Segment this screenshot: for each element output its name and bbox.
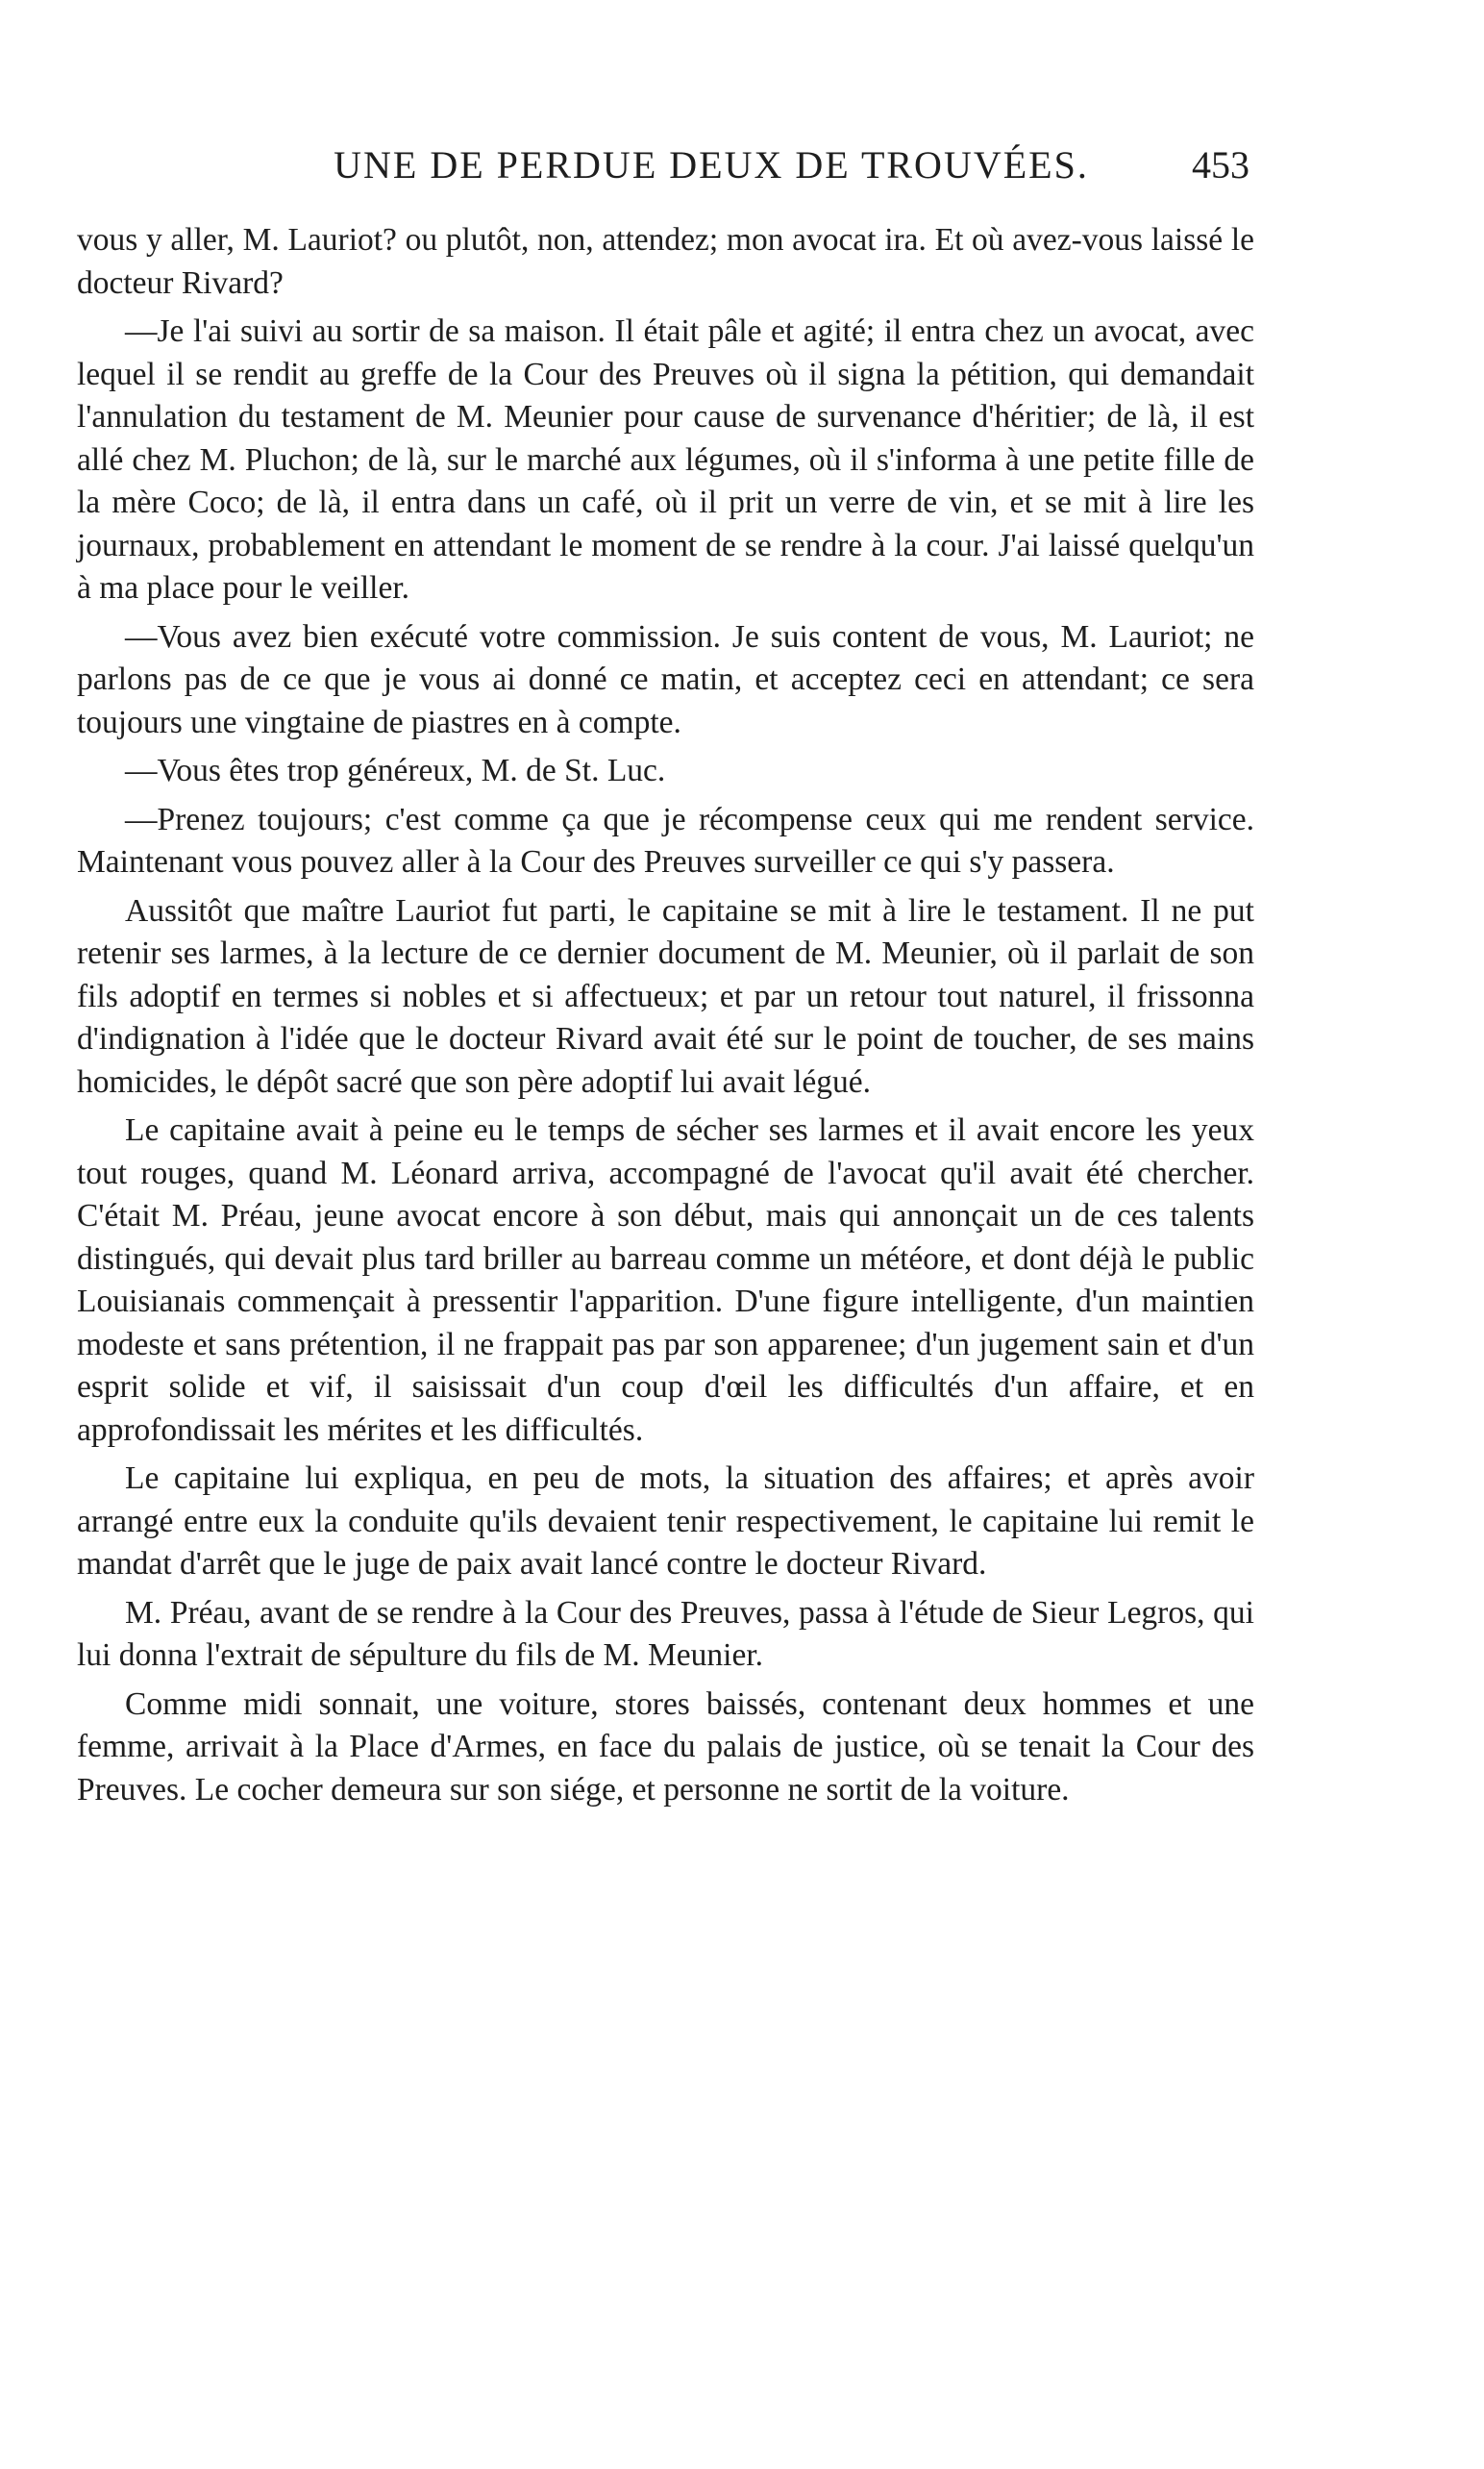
paragraph: —Je l'ai suivi au sortir de sa maison. Il était pâle et agité; il entra chez un avocat, avec lequel il se rendit au greffe de la Cour des Preuves où il signa la pétition, qui demandait l'annulation du testament de M. Meunier pour cause de survenance d'héritier; de là, il est allé chez M. Pluchon; de là, sur le marché aux légumes, où il s'informa à une petite fille de la mère Coco; de là, il entra dans un café, où il prit un verre de vin, et se mit à lire les journaux, probablement en attendant le moment de se rendre à la cour. J'ai laissé quelqu'un à ma place pour le veiller. [77, 313, 1254, 606]
paragraph: —Vous avez bien exécuté votre commission. Je suis content de vous, M. Lauriot; ne parlons pas de ce que je vous ai donné ce matin, et acceptez ceci en attendant; ce sera toujours une vingtaine de piastres en à compte. [77, 618, 1254, 740]
paragraph: Aussitôt que maître Lauriot fut parti, le capitaine se mit à lire le testament. Il ne put retenir ses larmes, à la lecture de ce dernier document de M. Meunier, où il parlait de son fils adoptif en termes si nobles et si affectueux; et par un retour tout naturel, il frissonna d'indignation à l'idée que le docteur Rivard avait été sur le point de toucher, de ses mains homicides, le dépôt sacré que son père adoptif lui avait légué. [77, 892, 1254, 1100]
paragraph: vous y aller, M. Lauriot? ou plutôt, non, attendez; mon avocat ira. Et où avez-vous laissé le docteur Rivard? [77, 222, 1254, 301]
paragraph: Comme midi sonnait, une voiture, stores baissés, contenant deux hommes et une femme, arrivait à la Place d'Armes, en face du palais de justice, où se tenait la Cour des Preuves. Le cocher demeura sur son siége, et personne ne sortit de la voiture. [77, 1685, 1254, 1808]
paragraph: Le capitaine lui expliqua, en peu de mots, la situation des affaires; et après avoir arrangé entre eux la conduite qu'ils devaient tenir respectivement, le capitaine lui remit le mandat d'arrêt que le juge de paix avait lancé contre le docteur Rivard. [77, 1460, 1254, 1582]
running-header [231, 142, 1249, 200]
paragraph: —Vous êtes trop généreux, M. de St. Luc. [125, 753, 666, 788]
paragraph: —Prenez toujours; c'est comme ça que je récompense ceux qui me rendent service. Maintenant vous pouvez aller à la Cour des Preuves surveiller ce qui s'y passera. [77, 801, 1254, 880]
paragraph: M. Préau, avant de se rendre à la Cour des Preuves, passa à l'étude de Sieur Legros, qui lui donna l'extrait de sépulture du fils de M. Meunier. [77, 1594, 1254, 1673]
paragraph: Le capitaine avait à peine eu le temps de sécher ses larmes et il avait encore les yeux tout rouges, quand M. Léonard arriva, accompagné de l'avocat qu'il avait été chercher. C'était M. Préau, jeune avocat encore à son début, mais qui annonçait un de ces talents distingués, qui devait plus tard briller au barreau comme un météore, et dont déjà le public Louisianais commençait à pressentir l'apparition. D'une figure intelligente, d'un maintien modeste et sans prétention, il ne frappait pas par son apparenee; d'un jugement sain et d'un esprit solide et vif, il saisissait d'un coup d'œil les difficultés d'un affaire, et en approfondissait les mérites et les difficultés. [77, 1112, 1254, 1448]
running-title: UNE DE PERDUE DEUX DE TROUVÉES. [334, 143, 1089, 187]
body-text [77, 219, 1254, 1817]
page-number: 453 [1192, 143, 1249, 187]
